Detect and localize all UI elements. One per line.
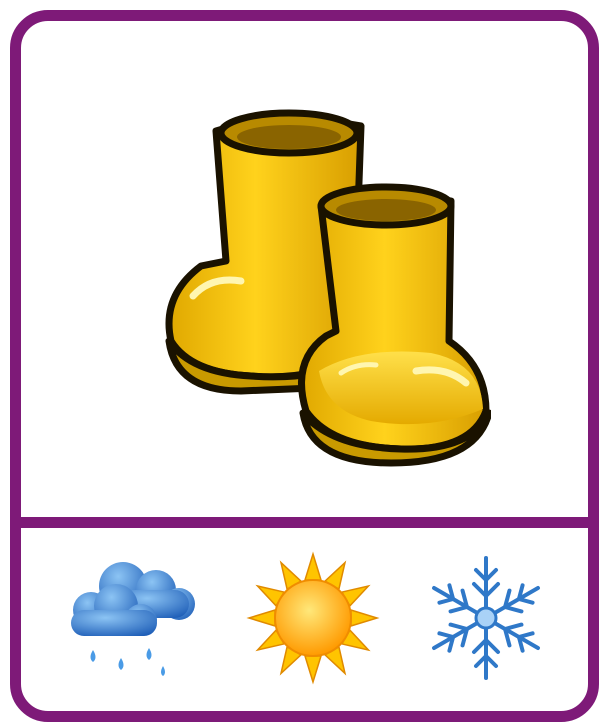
- rain-cloud-icon[interactable]: [61, 548, 201, 688]
- picture-card: [10, 10, 599, 722]
- main-picture-panel: [21, 21, 588, 517]
- weather-choices: [21, 528, 588, 711]
- sun-icon[interactable]: [243, 548, 383, 688]
- card-divider: [21, 517, 588, 528]
- snowflake-icon[interactable]: [416, 548, 556, 688]
- rain-boots-icon: [131, 91, 491, 471]
